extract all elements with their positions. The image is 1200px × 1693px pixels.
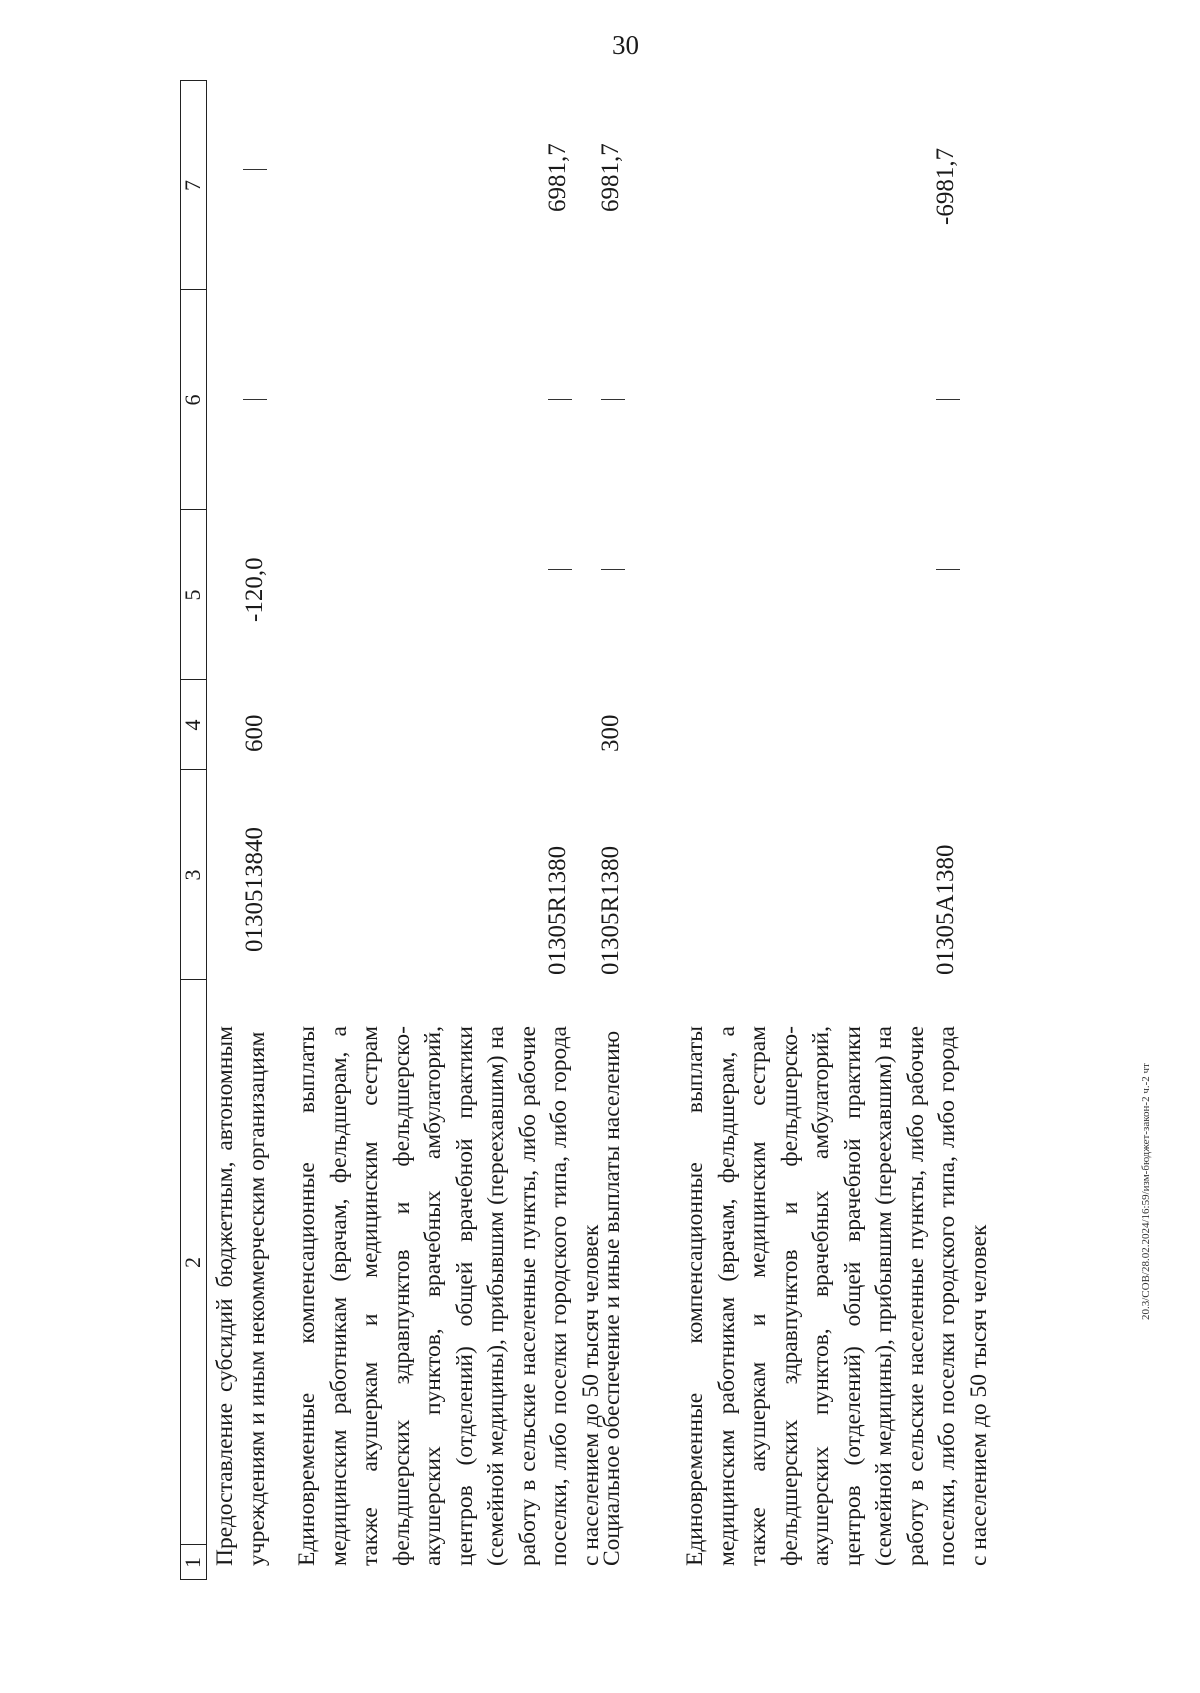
column-number-1: 1 — [180, 1557, 205, 1568]
column-number-7: 7 — [180, 180, 205, 191]
dash-mark — [548, 399, 572, 400]
dash-mark — [601, 569, 625, 570]
column-number-4: 4 — [180, 719, 205, 731]
row-code: 01305A1380 — [932, 844, 959, 975]
dash-mark — [936, 569, 960, 570]
row-description: Предоставление субсидий бюджетным, автономным учреждениям и иным некоммерческим организациям — [212, 1026, 270, 1566]
row-type: 300 — [597, 714, 624, 752]
table-row — [210, 80, 280, 1580]
column-number-5: 5 — [180, 589, 205, 601]
header-bottom-border — [206, 80, 207, 1580]
row-col7: 6981,7 — [597, 143, 624, 212]
row-type: 600 — [241, 714, 268, 752]
dash-mark — [601, 399, 625, 400]
dash-mark — [243, 399, 267, 400]
row-description: Социальное обеспечение и иные выплаты населению — [599, 1030, 625, 1566]
table-row — [597, 80, 637, 1580]
dash-mark — [548, 569, 572, 570]
row-col7: -6981,7 — [932, 147, 959, 225]
column-number-6: 6 — [180, 394, 205, 406]
row-col5: -120,0 — [241, 557, 268, 622]
row-code: 01305R1380 — [597, 845, 624, 975]
row-description: Единовременные компенсационные выплаты медицинским работникам (врачам, фельдшерам, а также акушеркам и медицинским сестрам фельдшерских здравпунктов и фельдшерско-акушерских пунктов, врачебных амбулаторий, центров (отделений) общей врачебной практики (семейной медицины), прибывшим (переехавшим) на работу в сельские населенные пункты, либо рабочие поселки, либо поселки городского типа, либо города с населением до 50 тысяч человек — [294, 1026, 604, 1566]
row-code: 01305R1380 — [544, 845, 571, 975]
budget-table — [180, 80, 1060, 1580]
page-number: 30 — [612, 30, 639, 60]
dash-mark — [243, 169, 267, 170]
row-code: 013051З840 — [241, 826, 268, 952]
row-description: Единовременные компенсационные выплаты медицинским работникам (врачам, фельдшерам, а также акушеркам и медицинским сестрам фельдшерских здравпунктов и фельдшерско-акушерских пунктов, врачебных амбулаторий, центров (отделений) общей врачебной практики (семейной медицины), прибывшим (переехавшим) на работу в сельские населенные пункты, либо рабочие поселки, либо поселки городского типа, либо города с населением до 50 тысяч человек — [682, 1026, 992, 1566]
column-number-3: 3 — [180, 869, 205, 881]
column-number-2: 2 — [180, 1257, 205, 1268]
row-col7: 6981,7 — [544, 143, 571, 212]
dash-mark — [936, 399, 960, 400]
table-row — [680, 80, 992, 1580]
table-row — [292, 80, 604, 1580]
footer-code: 20.3/СОВ/28.02.2024/16:59/изм-бюджет-закон-2 ч.-2 чт — [1140, 1063, 1152, 1320]
